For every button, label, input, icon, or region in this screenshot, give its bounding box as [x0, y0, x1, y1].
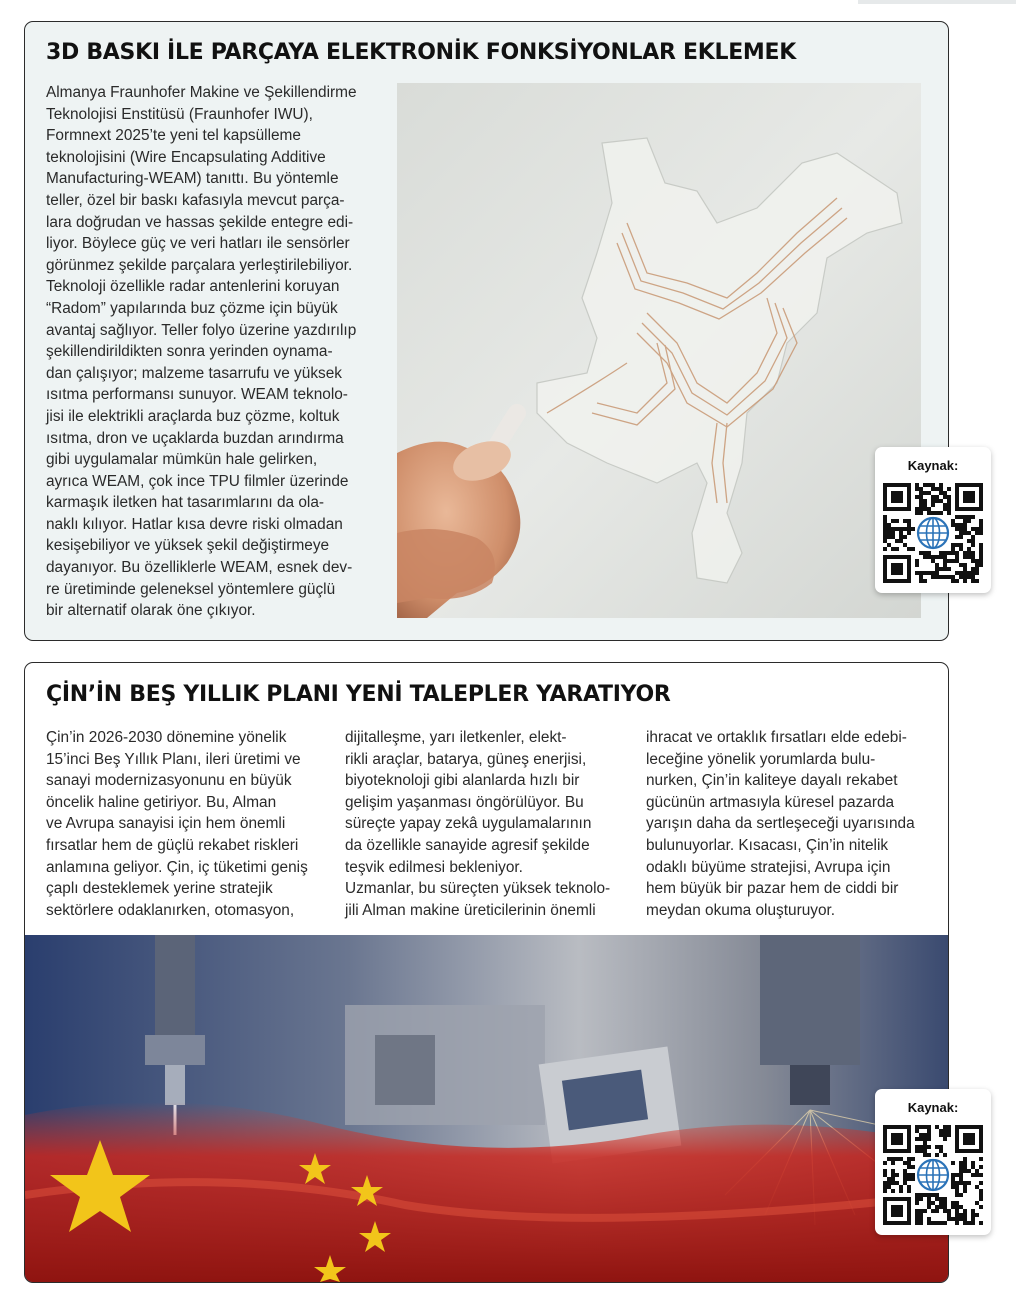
text-line: biyoteknoloji gibi alanlarda hızlı bir [345, 772, 580, 790]
text-line: kesişebiliyor ve yüksek şekil değiştirmeye [46, 537, 330, 555]
text-line: Manufacturing-WEAM) tanıttı. Bu yöntemle [46, 170, 339, 188]
text-line: jisi ile elektrikli araçlarda buz çözme, koltuk [46, 407, 340, 425]
text-line: bir alternatif olarak öne çıkıyor. [46, 602, 256, 620]
text-line: “Radom” yapılarında buz çözme için büyük [46, 299, 338, 317]
text-line: çaplı desteklemek yerine stratejik [46, 880, 273, 898]
source-label: Kaynak: [907, 458, 959, 473]
text-line: liyor. Böylece güç ve veri hatları ile sensörler [46, 235, 350, 253]
text-line: fırsatlar hem de güçlü rekabet riskleri [46, 836, 299, 854]
article1-body [46, 82, 382, 622]
text-line: Almanya Fraunhofer Makine ve Şekillendirme [46, 84, 357, 101]
text-line: sektörlere odaklanırken, otomasyon, [46, 901, 295, 919]
text-line: teknolojisini (Wire Encapsulating Additive [46, 148, 326, 166]
text-line: anlamına geliyor. Çin, iç tüketimi geniş [46, 858, 308, 876]
text-line: sanayi modernizasyonunu en büyük [46, 772, 292, 790]
text-line: gelişim yaşanması öngörülüyor. Bu [345, 793, 584, 811]
text-line: Teknoloji özellikle radar antenlerini koruyan [46, 278, 340, 296]
text-line: yarışın daha da sertleşeceği uyarısında [646, 815, 915, 833]
text-line: teşvik edilmesi bekleniyor. [345, 858, 523, 876]
text-line: dayanıyor. Bu özelliklerle WEAM, esnek dev- [46, 559, 353, 577]
qr-code-icon[interactable] [883, 1125, 983, 1225]
article2-title: ÇİN’İN BEŞ YILLIK PLANI YENİ TALEPLER YARATIYOR [46, 682, 671, 707]
text-line: ve Avrupa sanayisi için hem önemli [46, 815, 286, 833]
text-line: bulunuyorlar. Kısacası, Çin’in nitelik [646, 836, 889, 854]
text-line: lara doğrudan ve hassas şekilde entegre edi- [46, 213, 354, 231]
text-line: Formnext 2025’te yeni tel kapsülleme [46, 127, 301, 145]
text-line: nurken, Çin’in kaliteye dayalı rekabet [646, 772, 898, 790]
text-line: jili Alman makine üreticilerinin önemli [345, 901, 596, 919]
text-line: meydan okuma oluşturuyor. [646, 901, 836, 919]
text-line: rikli araçlar, batarya, güneş enerjisi, [345, 750, 587, 768]
text-line: öncelik haline getiriyor. Bu, Alman [46, 793, 277, 811]
text-line: dan çalışıyor; malzeme tasarrufu ve yüksek [46, 364, 342, 382]
text-line: Uzmanlar, bu süreçten yüksek teknolo- [345, 880, 611, 898]
article2-column-1 [46, 727, 331, 921]
text-line: ayrıca WEAM, çok ince TPU filmler üzerinde [46, 472, 349, 490]
text-line: şekillendirildikten sonra yerinden oynama- [46, 343, 333, 361]
page-top-strip [858, 0, 1016, 4]
text-line: ısıtma, dron ve uçaklarda buzdan arındırma [46, 429, 344, 447]
text-line: süreçte yapay zekâ uygulamalarının [345, 815, 592, 833]
text-line: 15’inci Beş Yıllık Planı, ileri üretimi ve [46, 750, 301, 768]
text-line: ısıtma performansı sunuyor. WEAM teknolo- [46, 386, 348, 404]
article2-column-2 [345, 727, 630, 921]
source-qr-card-2[interactable] [875, 1089, 991, 1235]
text-line: görünmez şekilde parçalara yerleştirilebiliyor. [46, 256, 353, 274]
qr-code-icon[interactable] [883, 483, 983, 583]
text-line: dijitalleşme, yarı iletkenler, elekt- [345, 729, 567, 746]
text-line: odaklı büyüme stratejisi, Avrupa için [646, 858, 891, 876]
source-label: Kaynak: [907, 1100, 959, 1115]
article-china-plan [24, 662, 949, 1283]
text-line: Çin’in 2026-2030 dönemine yönelik [46, 729, 287, 746]
text-line: teller, özel bir baskı kafasıyla mevcut parça- [46, 191, 345, 209]
globe-icon [918, 518, 948, 548]
article1-title: 3D BASKI İLE PARÇAYA ELEKTRONİK FONKSİYONLAR EKLEMEK [46, 40, 796, 65]
globe-icon [918, 1160, 948, 1190]
text-line: leceğine yönelik yorumlarda bulu- [646, 750, 876, 768]
china-industry-photo [25, 935, 948, 1282]
article-3d-printing [24, 21, 949, 641]
text-line: gibi uygulamalar mümkün hale gelirken, [46, 451, 318, 469]
article2-column-3 [646, 727, 936, 921]
source-qr-card-1[interactable] [875, 447, 991, 593]
text-line: avantaj sağlıyor. Teller folyo üzerine yazdırılıp [46, 321, 357, 339]
text-line: karmaşık iletken hat tasarımlarını da ola- [46, 494, 325, 512]
text-line: ihracat ve ortaklık fırsatları elde edebi- [646, 729, 907, 746]
text-line: re üretiminde geleneksel yöntemlere güçlü [46, 580, 336, 598]
text-line: gücünün artmasıyla küresel pazarda [646, 793, 895, 811]
text-line: naklı kılıyor. Hatlar kısa devre riski olmadan [46, 515, 343, 533]
text-line: hem büyük bir pazar hem de ciddi bir [646, 880, 899, 898]
printed-film-photo [397, 83, 921, 618]
text-line: da özellikle sanayide agresif şekilde [345, 836, 590, 854]
text-line: Teknolojisi Enstitüsü (Fraunhofer IWU), [46, 105, 313, 123]
